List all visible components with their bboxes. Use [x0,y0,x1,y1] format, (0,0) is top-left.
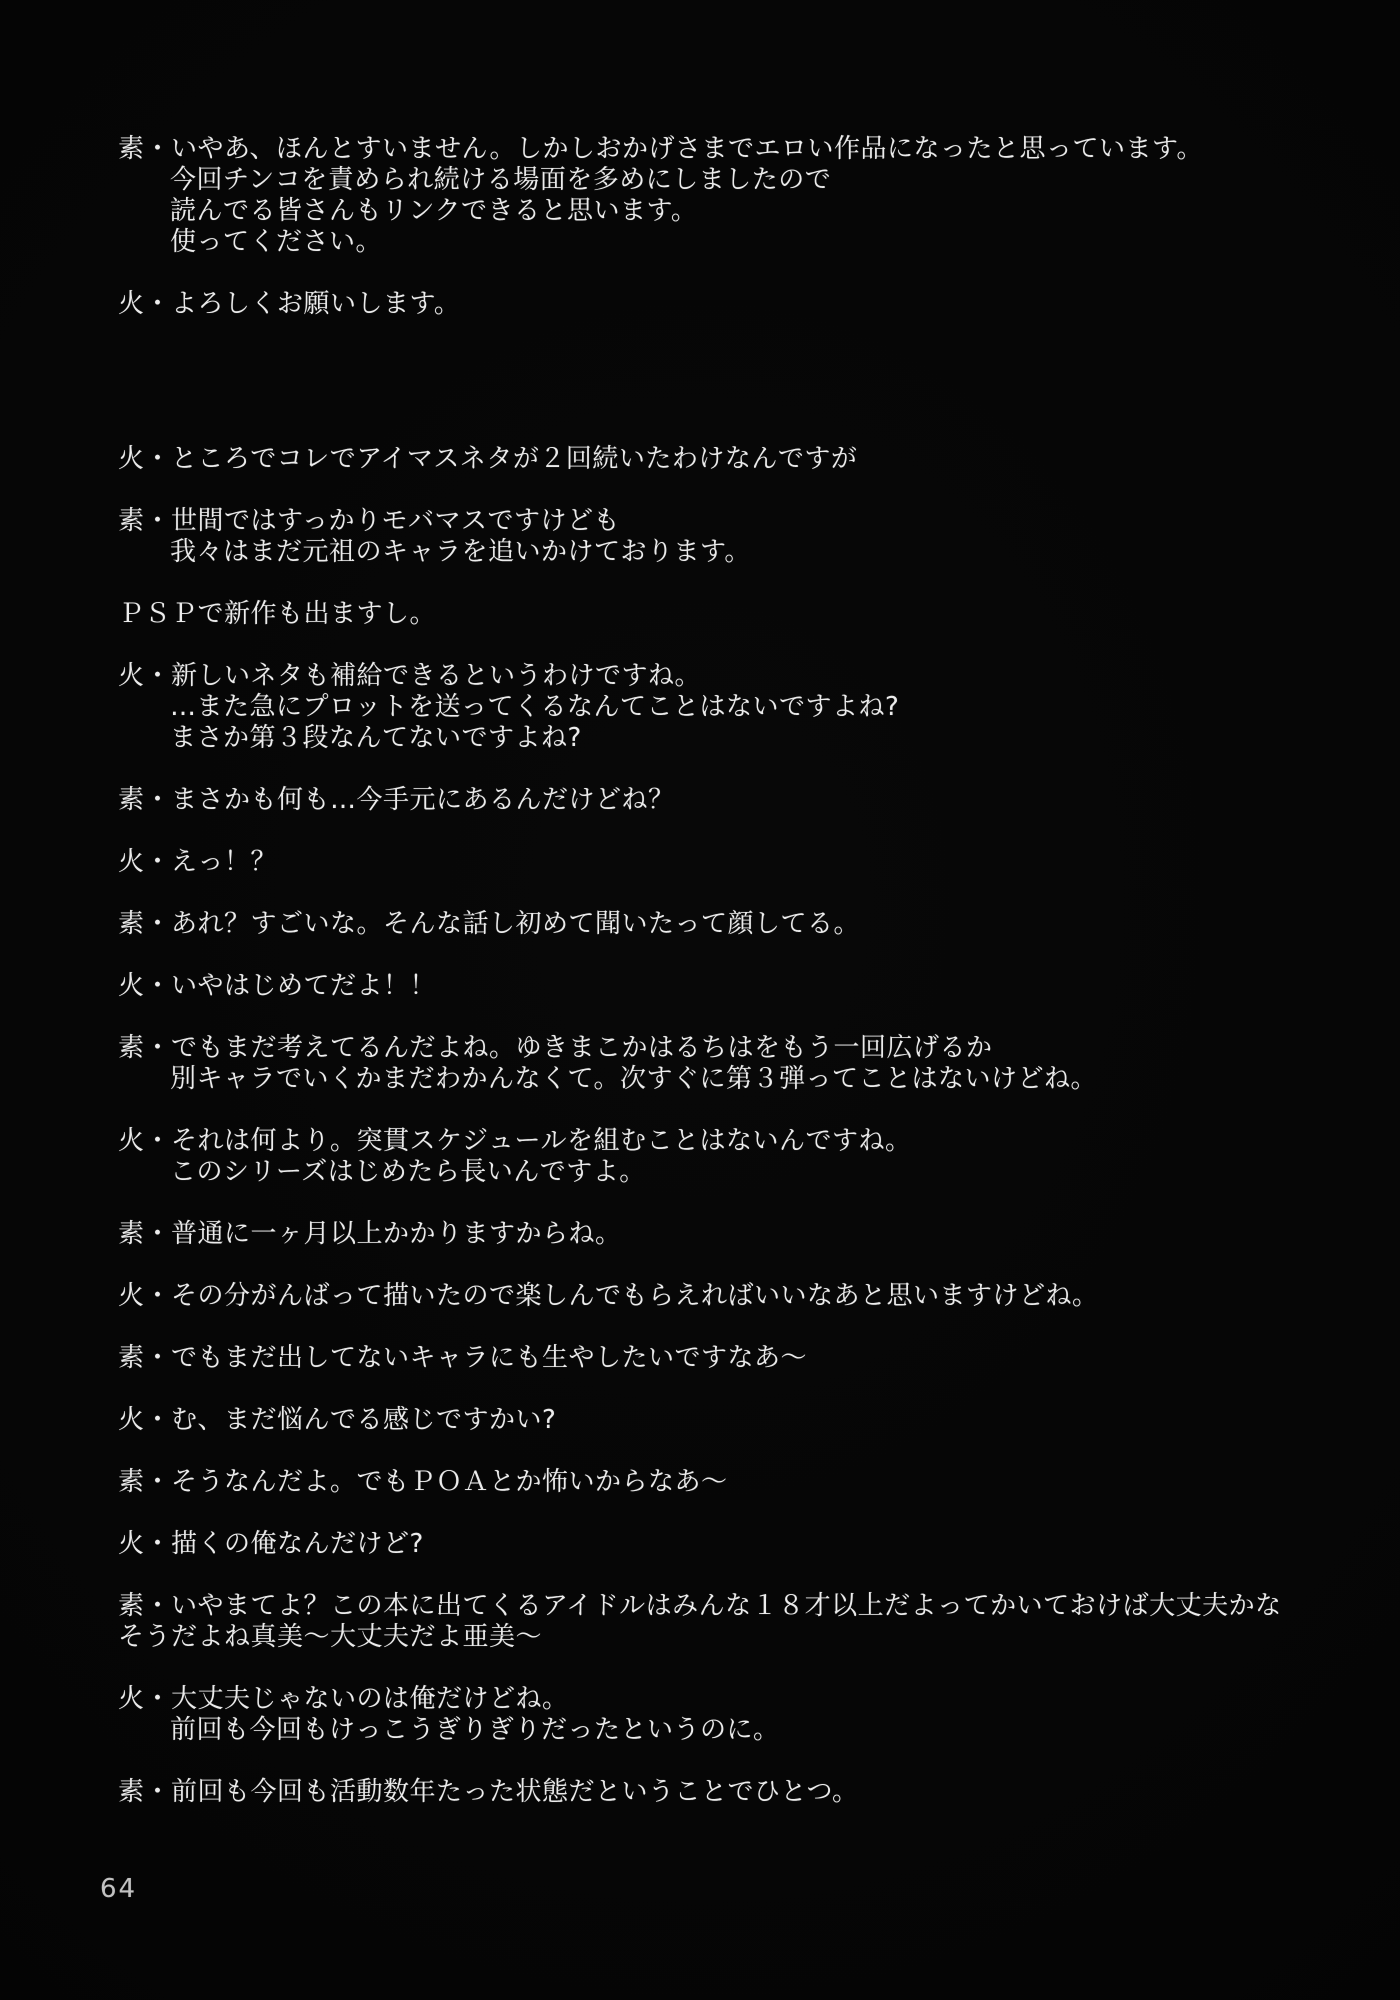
speaker-label: 火・ [118,1281,172,1311]
dialogue-paragraph [118,661,899,754]
dialogue-line: 火・それは何より。突貫スケジュールを組むことはないんですね。 [118,1126,912,1156]
speaker-label: 素・ [118,1777,172,1807]
dialogue-line: このシリーズはじめたら長いんですよ。 [170,1157,646,1187]
dialogue-paragraph [118,1467,728,1498]
dialogue-line: 素・あれ？すごいな。そんな話し初めて聞いたって顔してる。 [118,909,861,939]
dialogue-line: 素・いやあ、ほんとすいません。しかしおかげさまでエロい作品になったと思っています。 [118,134,1203,164]
speaker-label: 火・ [118,1684,172,1714]
dialogue-paragraph [118,1033,1097,1095]
dialogue-paragraph [118,289,460,320]
dialogue-paragraph [118,909,860,940]
dialogue-paragraph [118,1591,1282,1653]
dialogue-line: 火・えっ！？ [118,847,278,877]
dialogue-paragraph [118,1405,556,1436]
speaker-label: 火・ [118,444,172,474]
speaker-label: 素・ [118,1467,172,1497]
dialogue-paragraph [118,599,436,630]
dialogue-line: …また急にプロットを送ってくるなんてことはないですよね? [170,692,900,722]
dialogue-paragraph [118,847,277,878]
dialogue-line: 素・まさかも何も…今手元にあるんだけどね？ [118,785,675,815]
dialogue-line: 火・む、まだ悩んでる感じですかい? [118,1405,557,1435]
dialogue-line: 読んでる皆さんもリンクできると思います。 [170,196,698,226]
dialogue-paragraph [118,134,1203,258]
dialogue-line: 我々はまだ元祖のキャラを追いかけております。 [170,537,751,567]
dialogue-line: 火・ところでコレでアイマスネタが２回続いたわけなんですが [118,444,858,474]
speaker-label: 素・ [118,785,172,815]
dialogue-line: 素・でもまだ考えてるんだよね。ゆきまこかはるちはをもう一回広げるか [118,1033,993,1063]
dialogue-line: 別キャラでいくかまだわかんなくて。次すぐに第３弾ってことはないけどね。 [170,1064,1097,1094]
dialogue-paragraph [118,1529,424,1560]
dialogue-paragraph [118,1126,911,1188]
dialogue-line: 火・よろしくお願いします。 [118,289,461,319]
dialogue-line: 火・大丈夫じゃないのは俺だけどね。 [118,1684,569,1714]
dialogue-line: 火・新しいネタも補給できるというわけですね。 [118,661,702,691]
dialogue-line: まさか第３段なんてないですよね? [170,723,582,753]
dialogue-line: 火・描くの俺なんだけど? [118,1529,424,1559]
speaker-label: 火・ [118,847,172,877]
speaker-label: 火・ [118,289,172,319]
dialogue-line: 今回チンコを責められ続ける場面を多めにしましたので [170,165,832,195]
dialogue-paragraph [118,1343,807,1374]
dialogue-paragraph [118,1684,780,1746]
dialogue-line: 素・でもまだ出してないキャラにも生やしたいですなあ～ [118,1343,808,1373]
dialogue-area [118,0,1400,2000]
speaker-label: 火・ [118,1126,172,1156]
dialogue-line: 素・そうなんだよ。でもＰＯＡとか怖いからなあ～ [118,1467,728,1497]
speaker-label: 火・ [118,1405,172,1435]
dialogue-paragraph [118,444,857,475]
dialogue-paragraph [118,785,675,816]
dialogue-paragraph [118,971,436,1002]
speaker-label: 素・ [118,1033,172,1063]
dialogue-line: ＰＳＰで新作も出ますし。 [118,599,437,629]
dialogue-line: 使ってください。 [170,227,383,257]
dialogue-line: 素・いやまてよ？この本に出てくるアイドルはみんな１８才以上だよってかいておけば大丈夫かな [118,1591,1282,1621]
dialogue-line: 火・いやはじめてだよ！！ [118,971,437,1001]
speaker-label: 素・ [118,1219,172,1249]
speaker-label: 火・ [118,971,172,1001]
dialogue-line: 素・普通に一ヶ月以上かかりますからね。 [118,1219,622,1249]
dialogue-line: 素・前回も今回も活動数年たった状態だということでひとつ。 [118,1777,859,1807]
speaker-label: 火・ [118,661,172,691]
page-number: 64 [100,1874,138,1904]
dialogue-line: 火・その分がんばって描いたので楽しんでもらえればいいなあと思いますけどね。 [118,1281,1099,1311]
dialogue-paragraph [118,1219,622,1250]
dialogue-line: そうだよね真美～大丈夫だよ亜美～ [118,1622,543,1652]
speaker-label: 素・ [118,134,172,164]
speaker-label: 素・ [118,1343,172,1373]
speaker-label: 火・ [118,1529,172,1559]
speaker-label: 素・ [118,506,172,536]
speaker-label: 素・ [118,1591,172,1621]
dialogue-line: 前回も今回もけっこうぎりぎりだったというのに。 [170,1715,780,1745]
dialogue-paragraph [118,1281,1099,1312]
dialogue-line: 素・世間ではすっかりモバマスですけども [118,506,620,536]
dialogue-paragraph [118,506,751,568]
dialogue-paragraph [118,1777,858,1808]
speaker-label: 素・ [118,909,172,939]
